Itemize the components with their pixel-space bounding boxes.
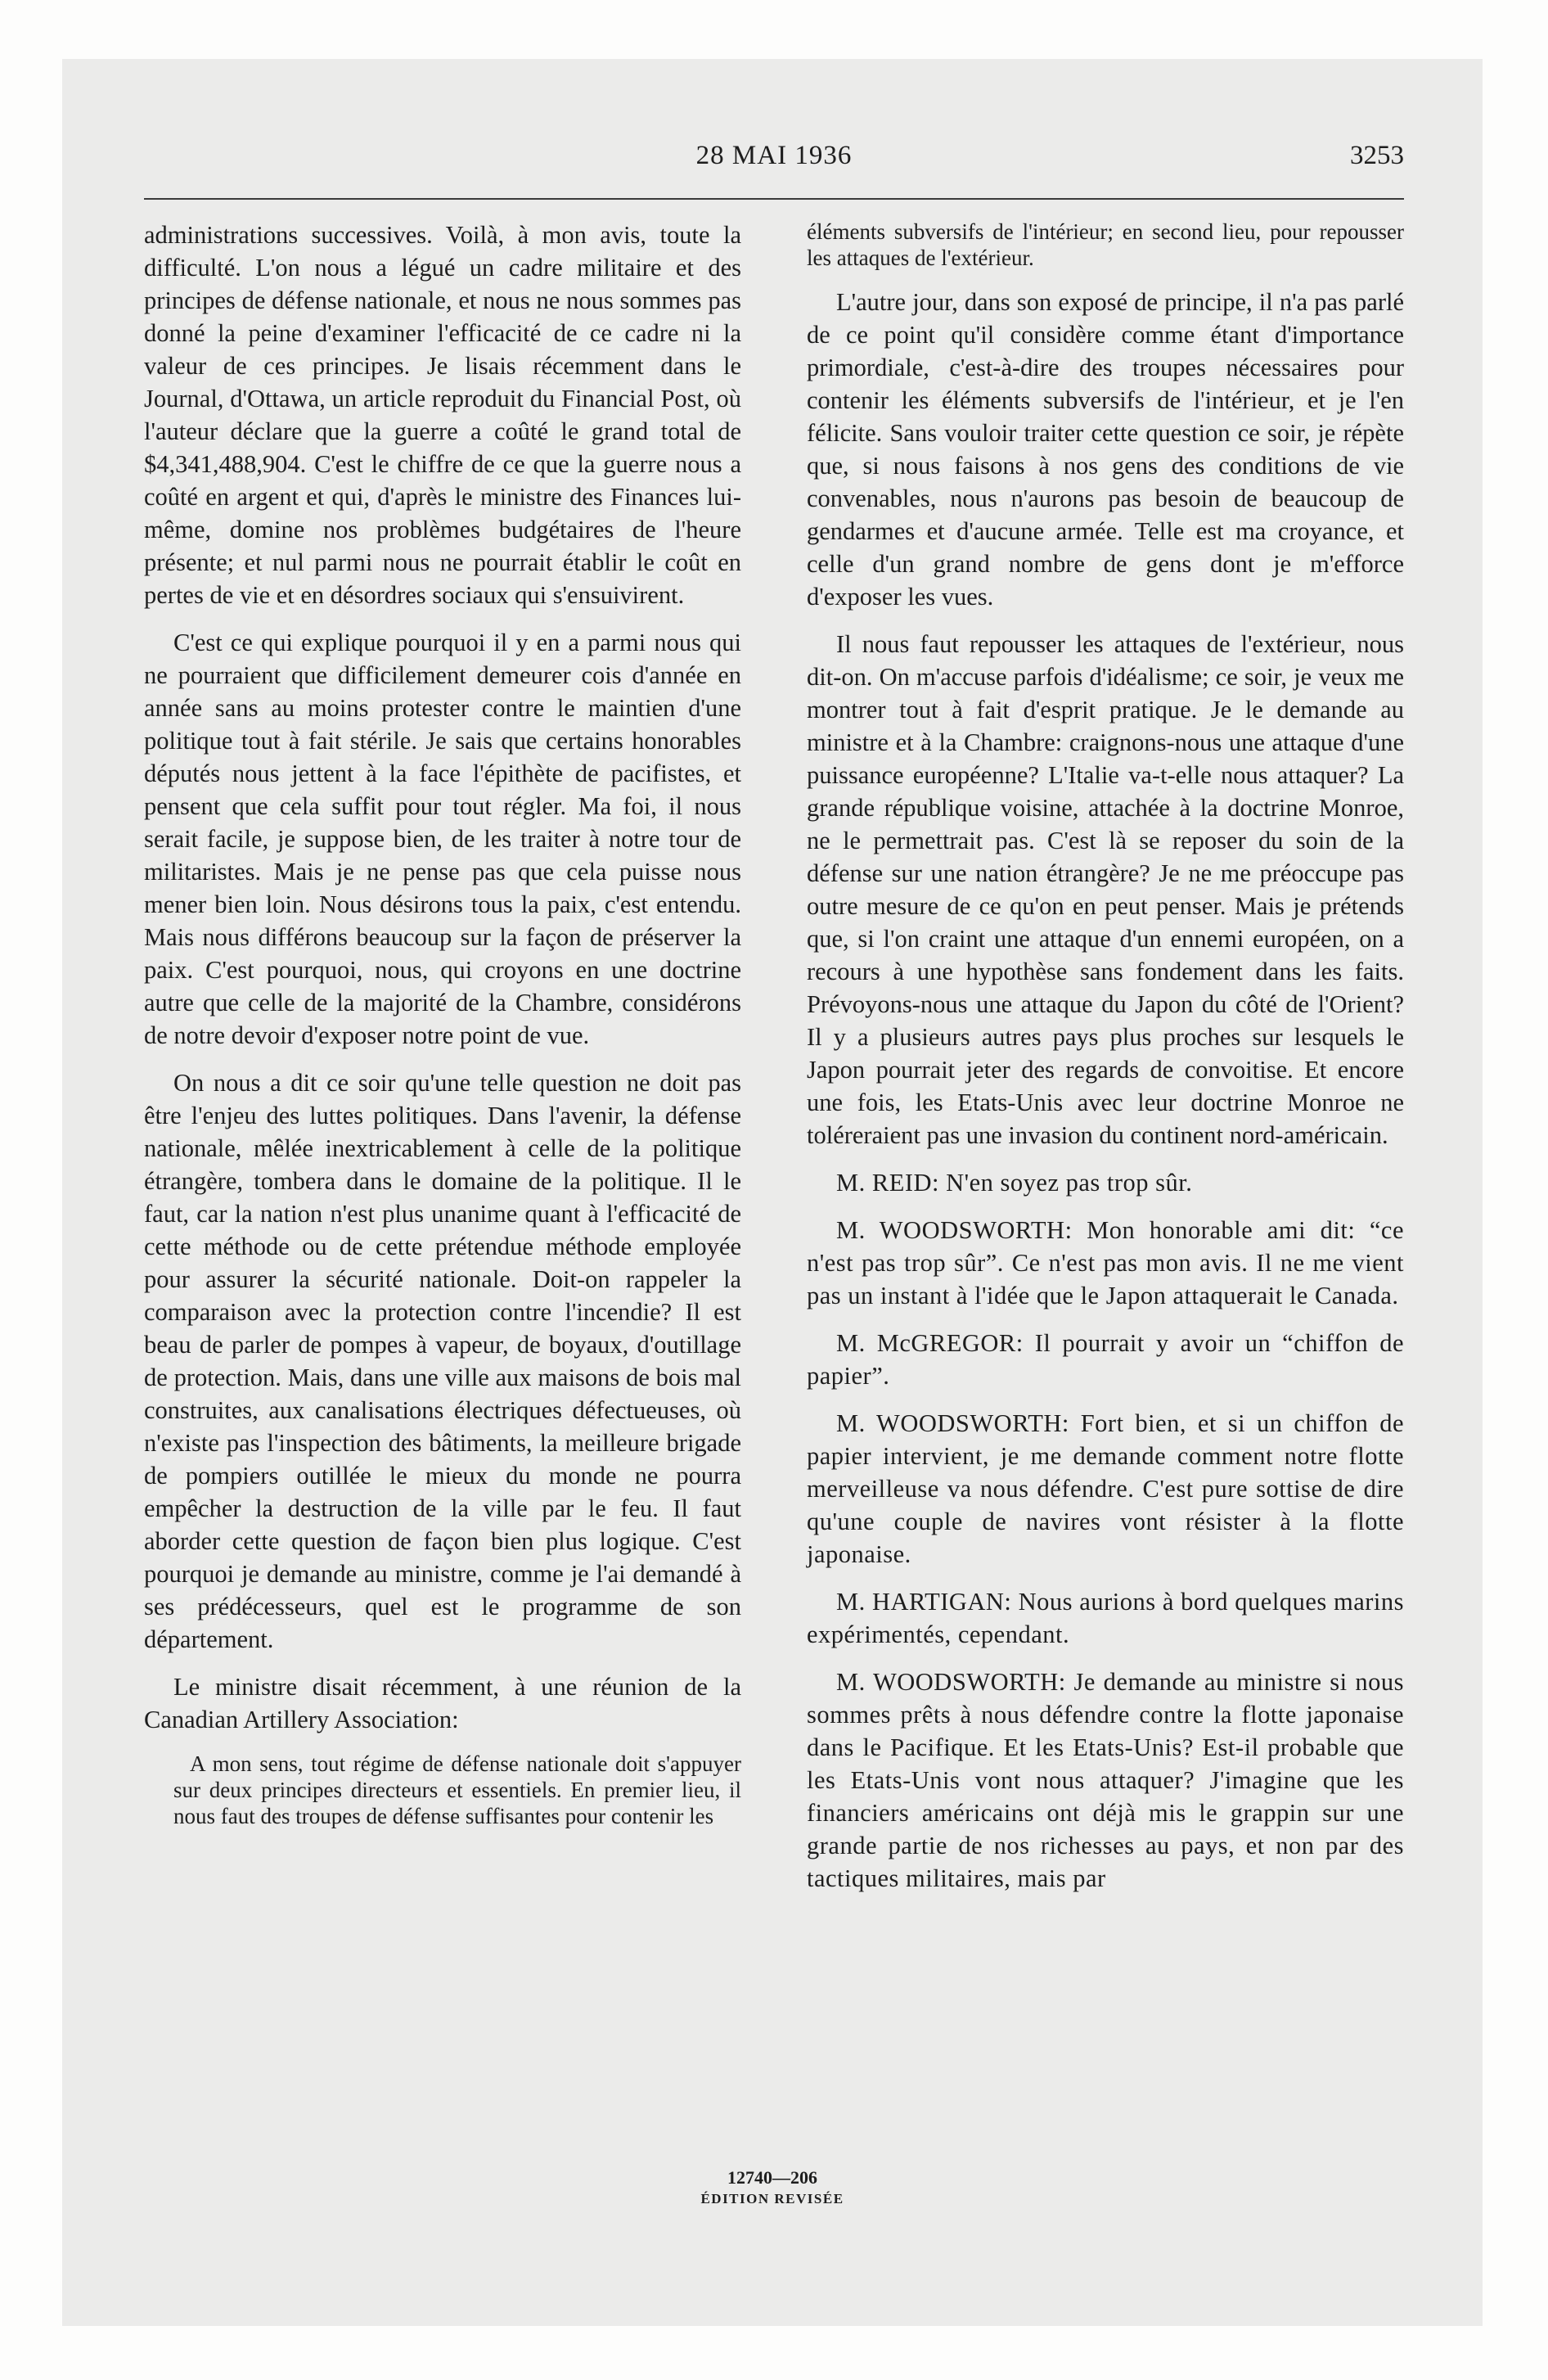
paragraph: On nous a dit ce soir qu'une telle question ne doit pas être l'enjeu des luttes politiques. Dans l'avenir, la défense nationale, mêlée inextricablement à celle de la politique étrangère, tombera dans le domaine de la politique. Il le faut, car la nation n'est plus unanime quant à l'efficacité de cette méthode ou de cette prétendue méthode employée pour assurer la sécurité nationale. Doit-on rappeler la comparaison avec la protection contre l'incendie? Il est beau de parler de pompes à vapeur, de boyaux, d'outillage de protection. Mais, dans une ville aux maisons de bois mal construites, aux canalisations électriques défectueuses, où n'existe pas l'inspection des bâtiments, la meilleure brigade de pompiers outillée le mieux du monde ne pourra empêcher la destruction de la ville par le feu. Il faut aborder cette question de façon bien plus logique. C'est pourquoi je demande au ministre, comme je l'ai demandé à ses prédécesseurs, quel est le programme de son département.: [144, 1069, 741, 1653]
paragraph: Le ministre disait récemment, à une réunion de la Canadian Artillery Association:: [144, 1673, 741, 1733]
paragraph: C'est ce qui explique pourquoi il y en a parmi nous qui ne pourraient que difficilement demeurer cois d'année en année sans au moins protester contre le maintien d'une politique tout à fait stérile. Je sais que certains honorables députés nous jettent à la face l'épithète de pacifistes, et pensent que cela suffit pour tout régler. Ma foi, il nous serait facile, je suppose bien, de les traiter à notre tour de militaristes. Mais je ne pense pas que cela puisse nous mener bien loin. Nous désirons tous la paix, c'est entendu. Mais nous différons beaucoup sur la façon de préserver la paix. C'est pourquoi, nous, qui croyons en une doctrine autre que celle de la majorité de la Chambre, considérons de notre devoir d'exposer notre point de vue.: [144, 629, 741, 1049]
speech-woodsworth: M. WOODSWORTH: Je demande au ministre si nous sommes prêts à nous défendre contre la flotte japonaise dans le Pacifique. Et les Etats-Unis? Est-il probable que les Etats-Unis vont nous attaquer? J'imagine que les financiers américains ont déjà mis le grappin sur une grande partie de nos richesses au pays, et non par des tactiques militaires, mais par: [807, 1668, 1404, 1892]
paragraph: L'autre jour, dans son exposé de principe, il n'a pas parlé de ce point qu'il considère comme étant d'importance primordiale, c'est-à-dire des troupes nécessaires pour contenir les éléments subversifs de l'intérieur, et je l'en félicite. Sans vouloir traiter cette question ce soir, je répète que, si nous faisons à nos gens des conditions de vie convenables, nous n'aurons pas besoin de beaucoup de gendarmes et d'aucune armée. Telle est ma croyance, et celle d'un grand nombre de gens dont je m'efforce d'exposer les vues.: [807, 288, 1404, 611]
right-column: [807, 219, 1404, 1909]
paragraph: Il nous faut repousser les attaques de l'extérieur, nous dit-on. On m'accuse parfois d'idéalisme; ce soir, je veux me montrer tout à fait d'esprit pratique. Je le demande au ministre et à la Chambre: craignons-nous une attaque d'une puissance européenne? L'Italie va-t-elle nous attaquer? La grande république voisine, attachée à la doctrine Monroe, ne le permettrait pas. C'est là se reposer du soin de la défense sur une nation étrangère? Je ne me préoccupe pas outre mesure de ce qu'on en peut penser. Mais je prétends que, si l'on craint une attaque d'un ennemi européen, on a recours à une hypothèse sans fondement dans les faits. Prévoyons-nous une attaque du Japon du côté de l'Orient? Il y a plusieurs autres pays plus proches sur lesquels le Japon pourrait jeter des regards de convoitise. Et encore une fois, les Etats-Unis avec leur doctrine Monroe ne toléreraient pas une invasion du continent nord-américain.: [807, 630, 1404, 1149]
page-footer: [62, 2166, 1483, 2209]
page-number: 3253: [1350, 141, 1404, 170]
hansard-page: [62, 59, 1483, 2326]
speech-woodsworth: M. WOODSWORTH: Fort bien, et si un chiffon de papier intervient, je me demande comment notre flotte merveilleuse va nous défendre. C'est pure sottise de dire qu'une couple de navires vont résister à la flotte japonaise.: [807, 1409, 1404, 1568]
edition-label: ÉDITION REVISÉE: [700, 2191, 844, 2206]
speech-reid: M. REID: N'en soyez pas trop sûr.: [836, 1169, 1193, 1197]
speech-mcgregor: M. McGREGOR: Il pourrait y avoir un “chiffon de papier”.: [807, 1329, 1404, 1390]
left-column: [144, 219, 741, 1844]
page-date: 28 MAI 1936: [695, 141, 853, 170]
page-header: [144, 141, 1404, 200]
speech-hartigan: M. HARTIGAN: Nous aurions à bord quelques marins expérimentés, cependant.: [807, 1588, 1404, 1648]
block-quote: A mon sens, tout régime de défense nationale doit s'appuyer sur deux principes directeurs et essentiels. En premier lieu, il nous faut des troupes de défense suffisantes pour contenir les: [173, 1751, 741, 1828]
speech-woodsworth: M. WOODSWORTH: Mon honorable ami dit: “ce n'est pas trop sûr”. Ce n'est pas mon avis. Il ne me vient pas un instant à l'idée que le Japon attaquerait le Canada.: [807, 1216, 1404, 1309]
print-code: 12740—206: [727, 2167, 817, 2188]
paragraph: éléments subversifs de l'intérieur; en second lieu, pour repousser les attaques de l'extérieur.: [807, 219, 1404, 270]
paragraph: administrations successives. Voilà, à mon avis, toute la difficulté. L'on nous a légué un cadre militaire et des principes de défense nationale, et nous ne nous sommes pas donné la peine d'examiner l'efficacité de ce cadre ni la valeur de ces principes. Je lisais récemment dans le Journal, d'Ottawa, un article reproduit du Financial Post, où l'auteur déclare que la guerre a coûté le grand total de $4,341,488,904. C'est le chiffre de ce que la guerre nous a coûté en argent et qui, d'après le ministre des Finances lui-même, domine nos problèmes budgétaires de l'heure présente; et nul parmi nous ne pourrait établir le coût en pertes de vie et en désordres sociaux qui s'ensuivirent.: [144, 221, 741, 609]
